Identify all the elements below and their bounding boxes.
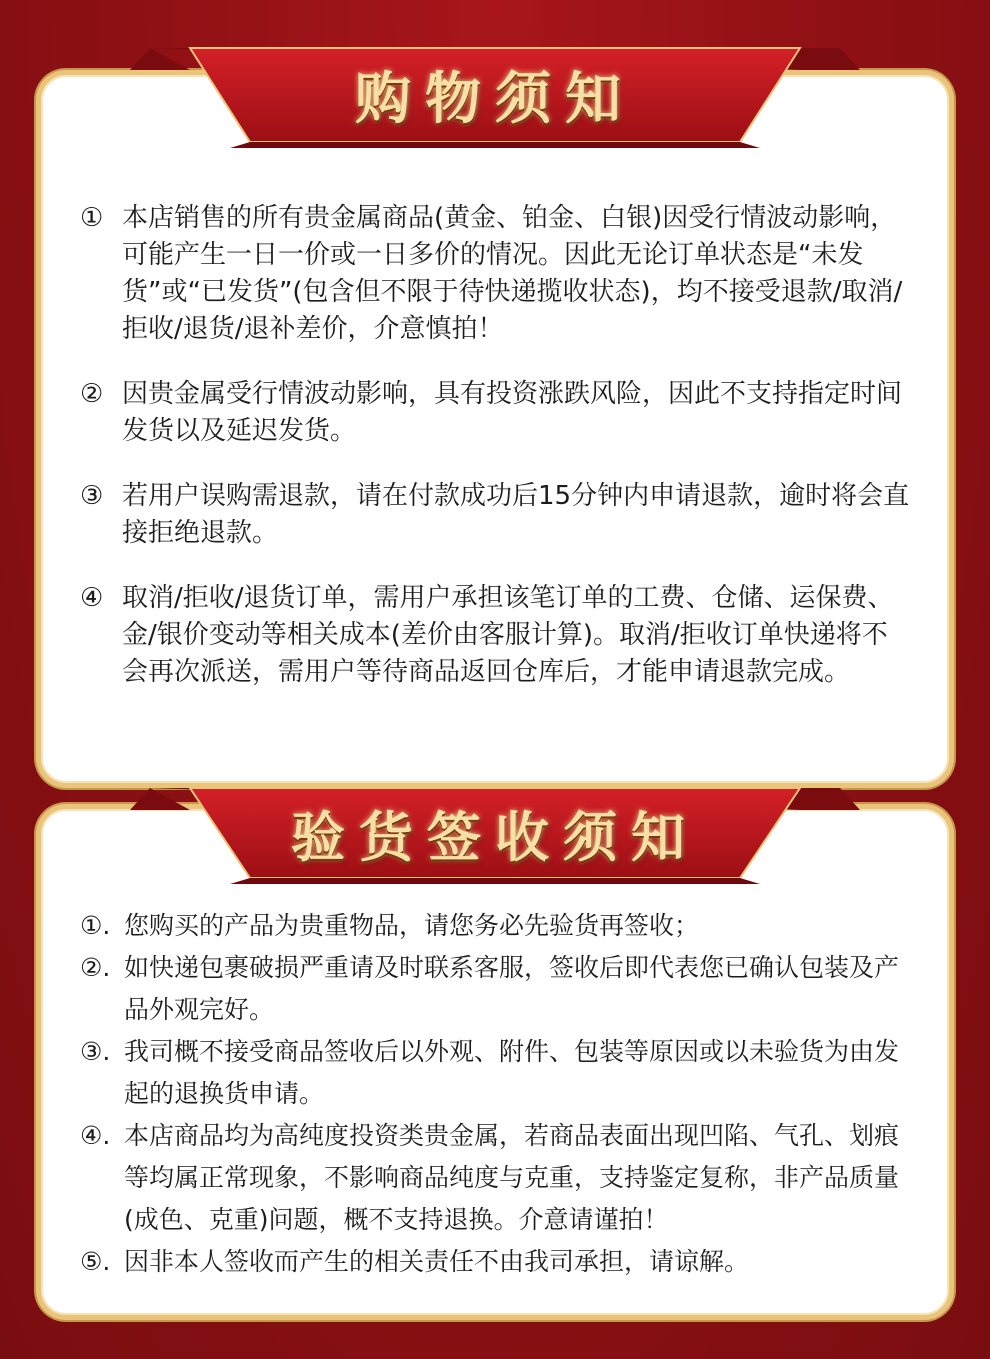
item-text: 若用户误购需退款，请在付款成功后15分钟内申请退款，逾时将会直接拒绝退款。	[122, 481, 910, 548]
item-text: 本店商品均为高纯度投资类贵金属，若商品表面出现凹陷、气孔、划痕等均属正常现象，不影响商品纯度与克重，支持鉴定复称，非产品质量(成色、克重)问题，概不支持退换。介意请谨拍！	[124, 1121, 900, 1234]
inspection-notice-title: 验货签收须知	[291, 805, 699, 869]
item-text: 您购买的产品为贵重物品，请您务必先验货再签收；	[124, 911, 700, 940]
item-number: ①	[80, 203, 104, 233]
list-item	[80, 376, 912, 450]
list-item	[80, 905, 912, 947]
item-number: ①.	[80, 911, 111, 940]
list-item	[80, 947, 912, 1031]
item-text: 因非本人签收而产生的相关责任不由我司承担，请谅解。	[124, 1247, 750, 1276]
shopping-notice-title: 购物须知	[355, 66, 635, 132]
item-text: 我司概不接受商品签收后以外观、附件、包装等原因或以未验货为由发起的退换货申请。	[124, 1037, 900, 1108]
list-item	[80, 478, 912, 552]
inspection-notice-list	[80, 905, 912, 1283]
item-text: 取消/拒收/退货订单，需用户承担该笔订单的工费、仓储、运保费、金/银价变动等相关成本(差价由客服计算)。取消/拒收订单快递将不会再次派送，需用户等待商品返回仓库后，才能申请退款完成。	[122, 583, 894, 687]
list-item	[80, 200, 912, 348]
item-number: ④	[80, 583, 104, 613]
list-item	[80, 1031, 912, 1115]
item-text: 如快递包裹破损严重请及时联系客服，签收后即代表您已确认包装及产品外观完好。	[124, 953, 900, 1024]
item-number: ③.	[80, 1037, 111, 1066]
list-item	[80, 580, 912, 691]
shopping-notice-list	[80, 200, 912, 719]
item-number: ③	[80, 481, 104, 511]
list-item	[80, 1241, 912, 1283]
item-text: 因贵金属受行情波动影响，具有投资涨跌风险，因此不支持指定时间发货以及延迟发货。	[122, 379, 903, 446]
item-text: 本店销售的所有贵金属商品(黄金、铂金、白银)因受行情波动影响，可能产生一日一价或一日多价的情况。因此无论订单状态是“未发货”或“已发货”(包含但不限于待快递揽收状态)，均不接受退款/取消/拒收/退货/退补差价，介意慎拍！	[122, 203, 903, 344]
item-number: ②.	[80, 953, 111, 982]
item-number: ⑤.	[80, 1247, 111, 1276]
list-item	[80, 1115, 912, 1241]
item-number: ④.	[80, 1121, 111, 1150]
item-number: ②	[80, 379, 104, 409]
